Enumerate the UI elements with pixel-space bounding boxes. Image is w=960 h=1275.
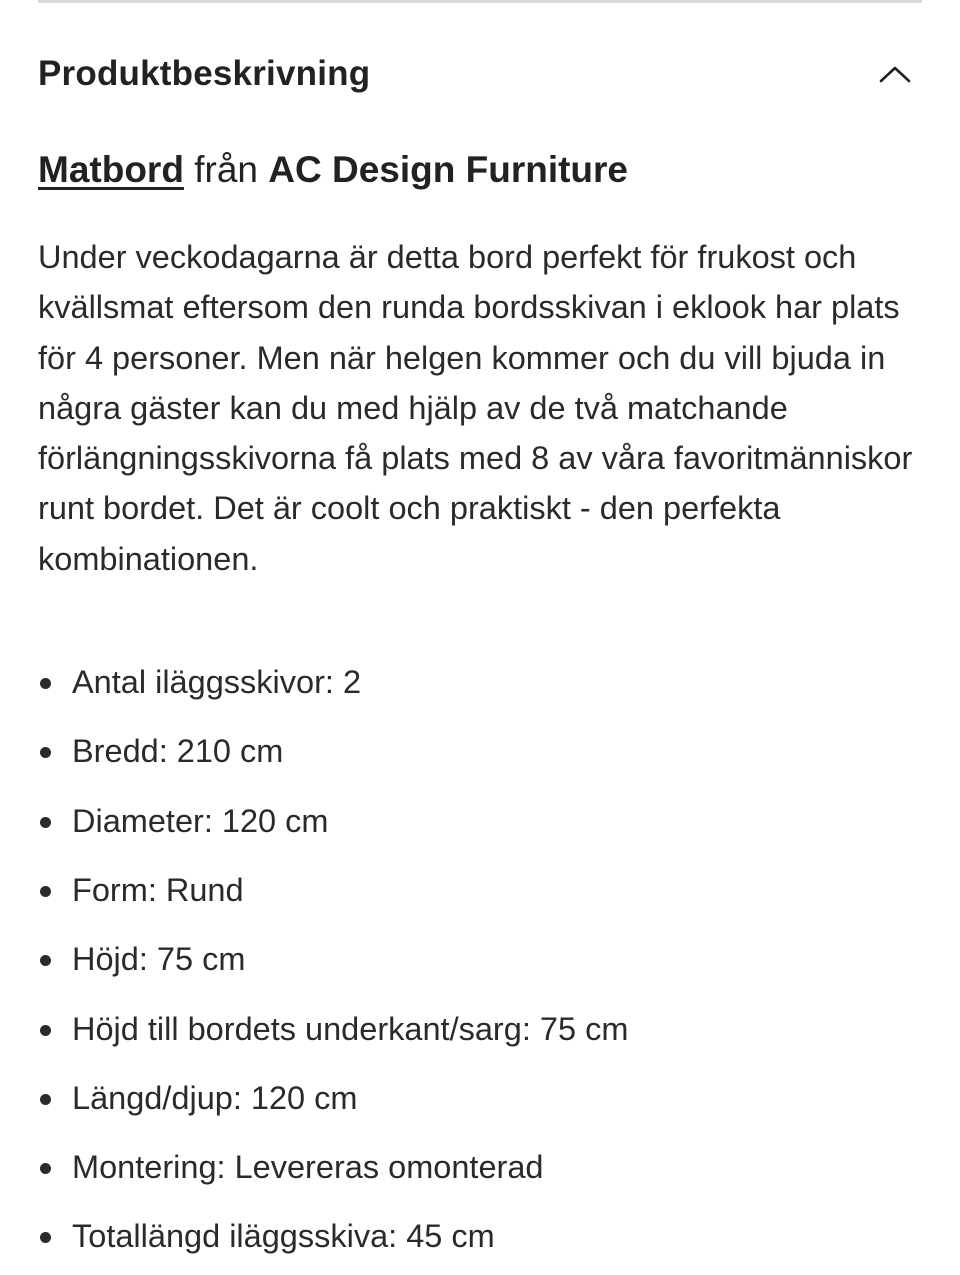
spec-text: Montering: Levereras omonterad [72,1149,544,1186]
from-text: från [183,149,269,190]
spec-text: Diameter: 120 cm [72,802,329,839]
top-divider [38,0,922,3]
bullet-dot [40,1232,51,1243]
chevron-up-icon[interactable] [878,57,912,91]
spec-list [38,648,922,1272]
spec-item [38,856,922,925]
spec-item [38,717,922,786]
accordion-header-produktbeskrivning[interactable] [38,44,922,104]
bullet-dot [40,747,51,758]
spec-item [38,1064,922,1133]
section-title: Produktbeskrivning [38,54,371,93]
spec-item [38,1133,922,1202]
brand-name: AC Design Furniture [268,149,629,190]
bullet-dot [40,1163,51,1174]
bullet-dot [40,955,51,966]
spec-text: Antal iläggsskivor: 2 [72,664,362,701]
product-description-text: Under veckodagarna är detta bord perfekt för frukost och kvällsmat eftersom den runda bordsskivan i eklook har plats för 4 personer. Men när helgen kommer och du vill bjuda in några gäster kan du med hjälp av de två matchande förlängningsskivorna få plats med 8 av våra favoritmänniskor runt bordet. Det är coolt och praktiskt - den perfekta kombinationen. [38,239,913,577]
spec-item [38,1202,922,1271]
spec-text: Form: Rund [72,871,244,908]
bullet-dot [40,817,51,828]
bullet-dot [40,1094,51,1105]
product-description-content [38,140,922,1272]
spec-item [38,787,922,856]
spec-item [38,925,922,994]
spec-text: Bredd: 210 cm [72,733,284,770]
product-heading [38,140,922,200]
bullet-dot [40,1025,51,1036]
spec-text: Längd/djup: 120 cm [72,1079,358,1116]
spec-text: Höjd: 75 cm [72,941,246,978]
category-link[interactable]: Matbord [38,149,184,190]
bullet-dot [40,678,51,689]
spec-item [38,648,922,717]
spec-text: Höjd till bordets underkant/sarg: 75 cm [72,1010,629,1047]
spec-item [38,995,922,1064]
spec-text: Totallängd iläggsskiva: 45 cm [72,1218,495,1255]
bullet-dot [40,886,51,897]
